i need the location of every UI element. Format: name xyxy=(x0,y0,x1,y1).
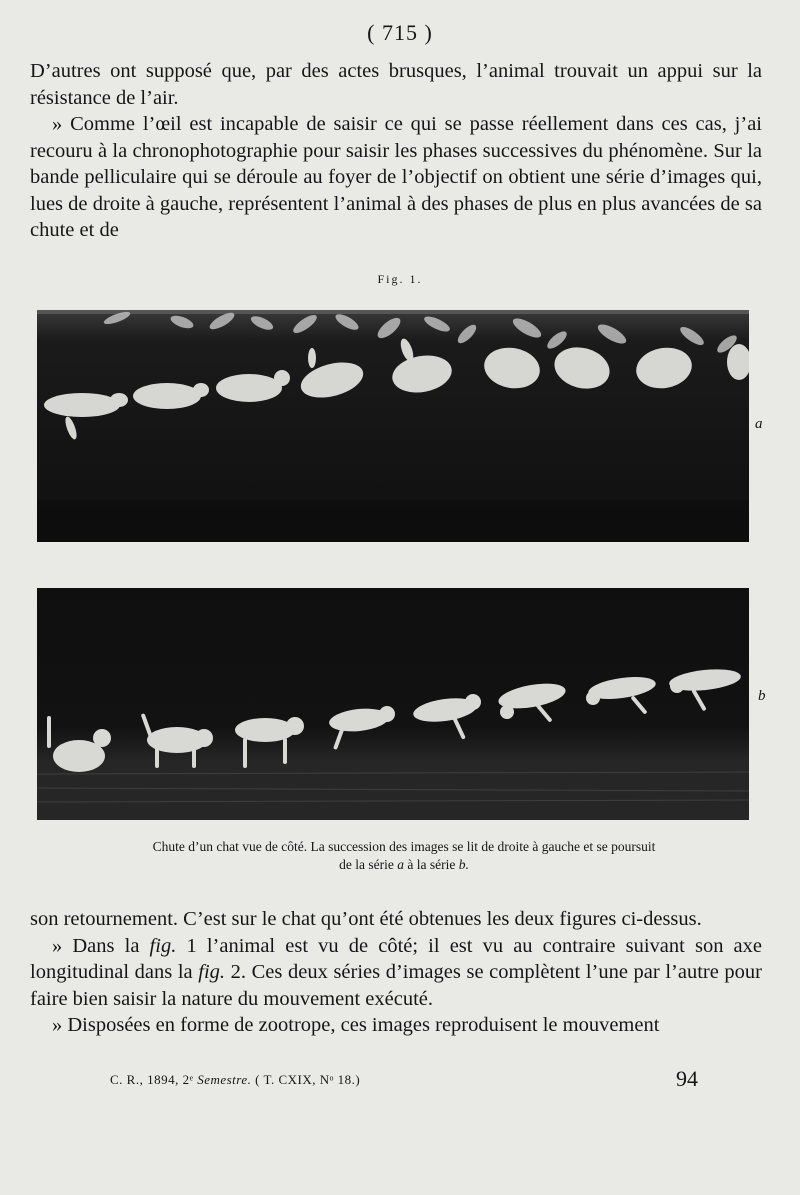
figure-caption xyxy=(45,838,763,874)
paragraph-4: » Dans la fig. 1 l’animal est vu de côté; il est vu au contraire suivant son axe longitudinal dans la fig. 2. Ces deux séries d’images se complètent l’une par l’autre pour faire bien saisir la nature du mouvement exécuté. xyxy=(30,934,763,1010)
photo-plate-b xyxy=(37,588,749,820)
caption-line-2: de la série a à la série b. xyxy=(339,857,469,872)
bottom-text-block xyxy=(30,906,762,1039)
photo-plate-a xyxy=(37,310,749,542)
paragraph-5: » Disposées en forme de zootrope, ces images reproduisent le mouvement xyxy=(52,1014,660,1036)
series-b-label: b xyxy=(758,688,766,704)
cat-fall-series-b-image xyxy=(37,588,749,820)
figure-title: Fig. 1. xyxy=(377,272,423,286)
paragraph-1: D’autres ont supposé que, par des actes brusques, l’animal trouvait un appui sur la résistance de l’air. xyxy=(30,60,762,109)
paragraph-3: son retournement. C’est sur le chat qu’ont été obtenues les deux figures ci-dessus. xyxy=(30,908,702,930)
cat-fall-series-a-image xyxy=(37,310,749,542)
series-a-label: a xyxy=(755,416,763,432)
top-text-block xyxy=(30,58,762,244)
page-number: ( 715 ) xyxy=(367,20,433,45)
sheet-number: 94 xyxy=(676,1066,698,1091)
paragraph-2: » Comme l’œil est incapable de saisir ce qui se passe réellement dans ces cas, j’ai recouru à la chronophotographie pour saisir les phases successives du phénomène. Sur la bande pelliculaire qui se déroule au foyer de l’objectif on obtient une série d’images qui, lues de droite à gauche, représentent l’animal à des phases de plus en plus avancées de sa chute et de xyxy=(30,113,762,241)
journal-footer: C. R., 1894, 2ᵉ Semestre. ( T. CXIX, Nᵒ 18.) xyxy=(110,1072,361,1087)
caption-line-1: Chute d’un chat vue de côté. La succession des images se lit de droite à gauche et se poursuit xyxy=(152,839,656,854)
